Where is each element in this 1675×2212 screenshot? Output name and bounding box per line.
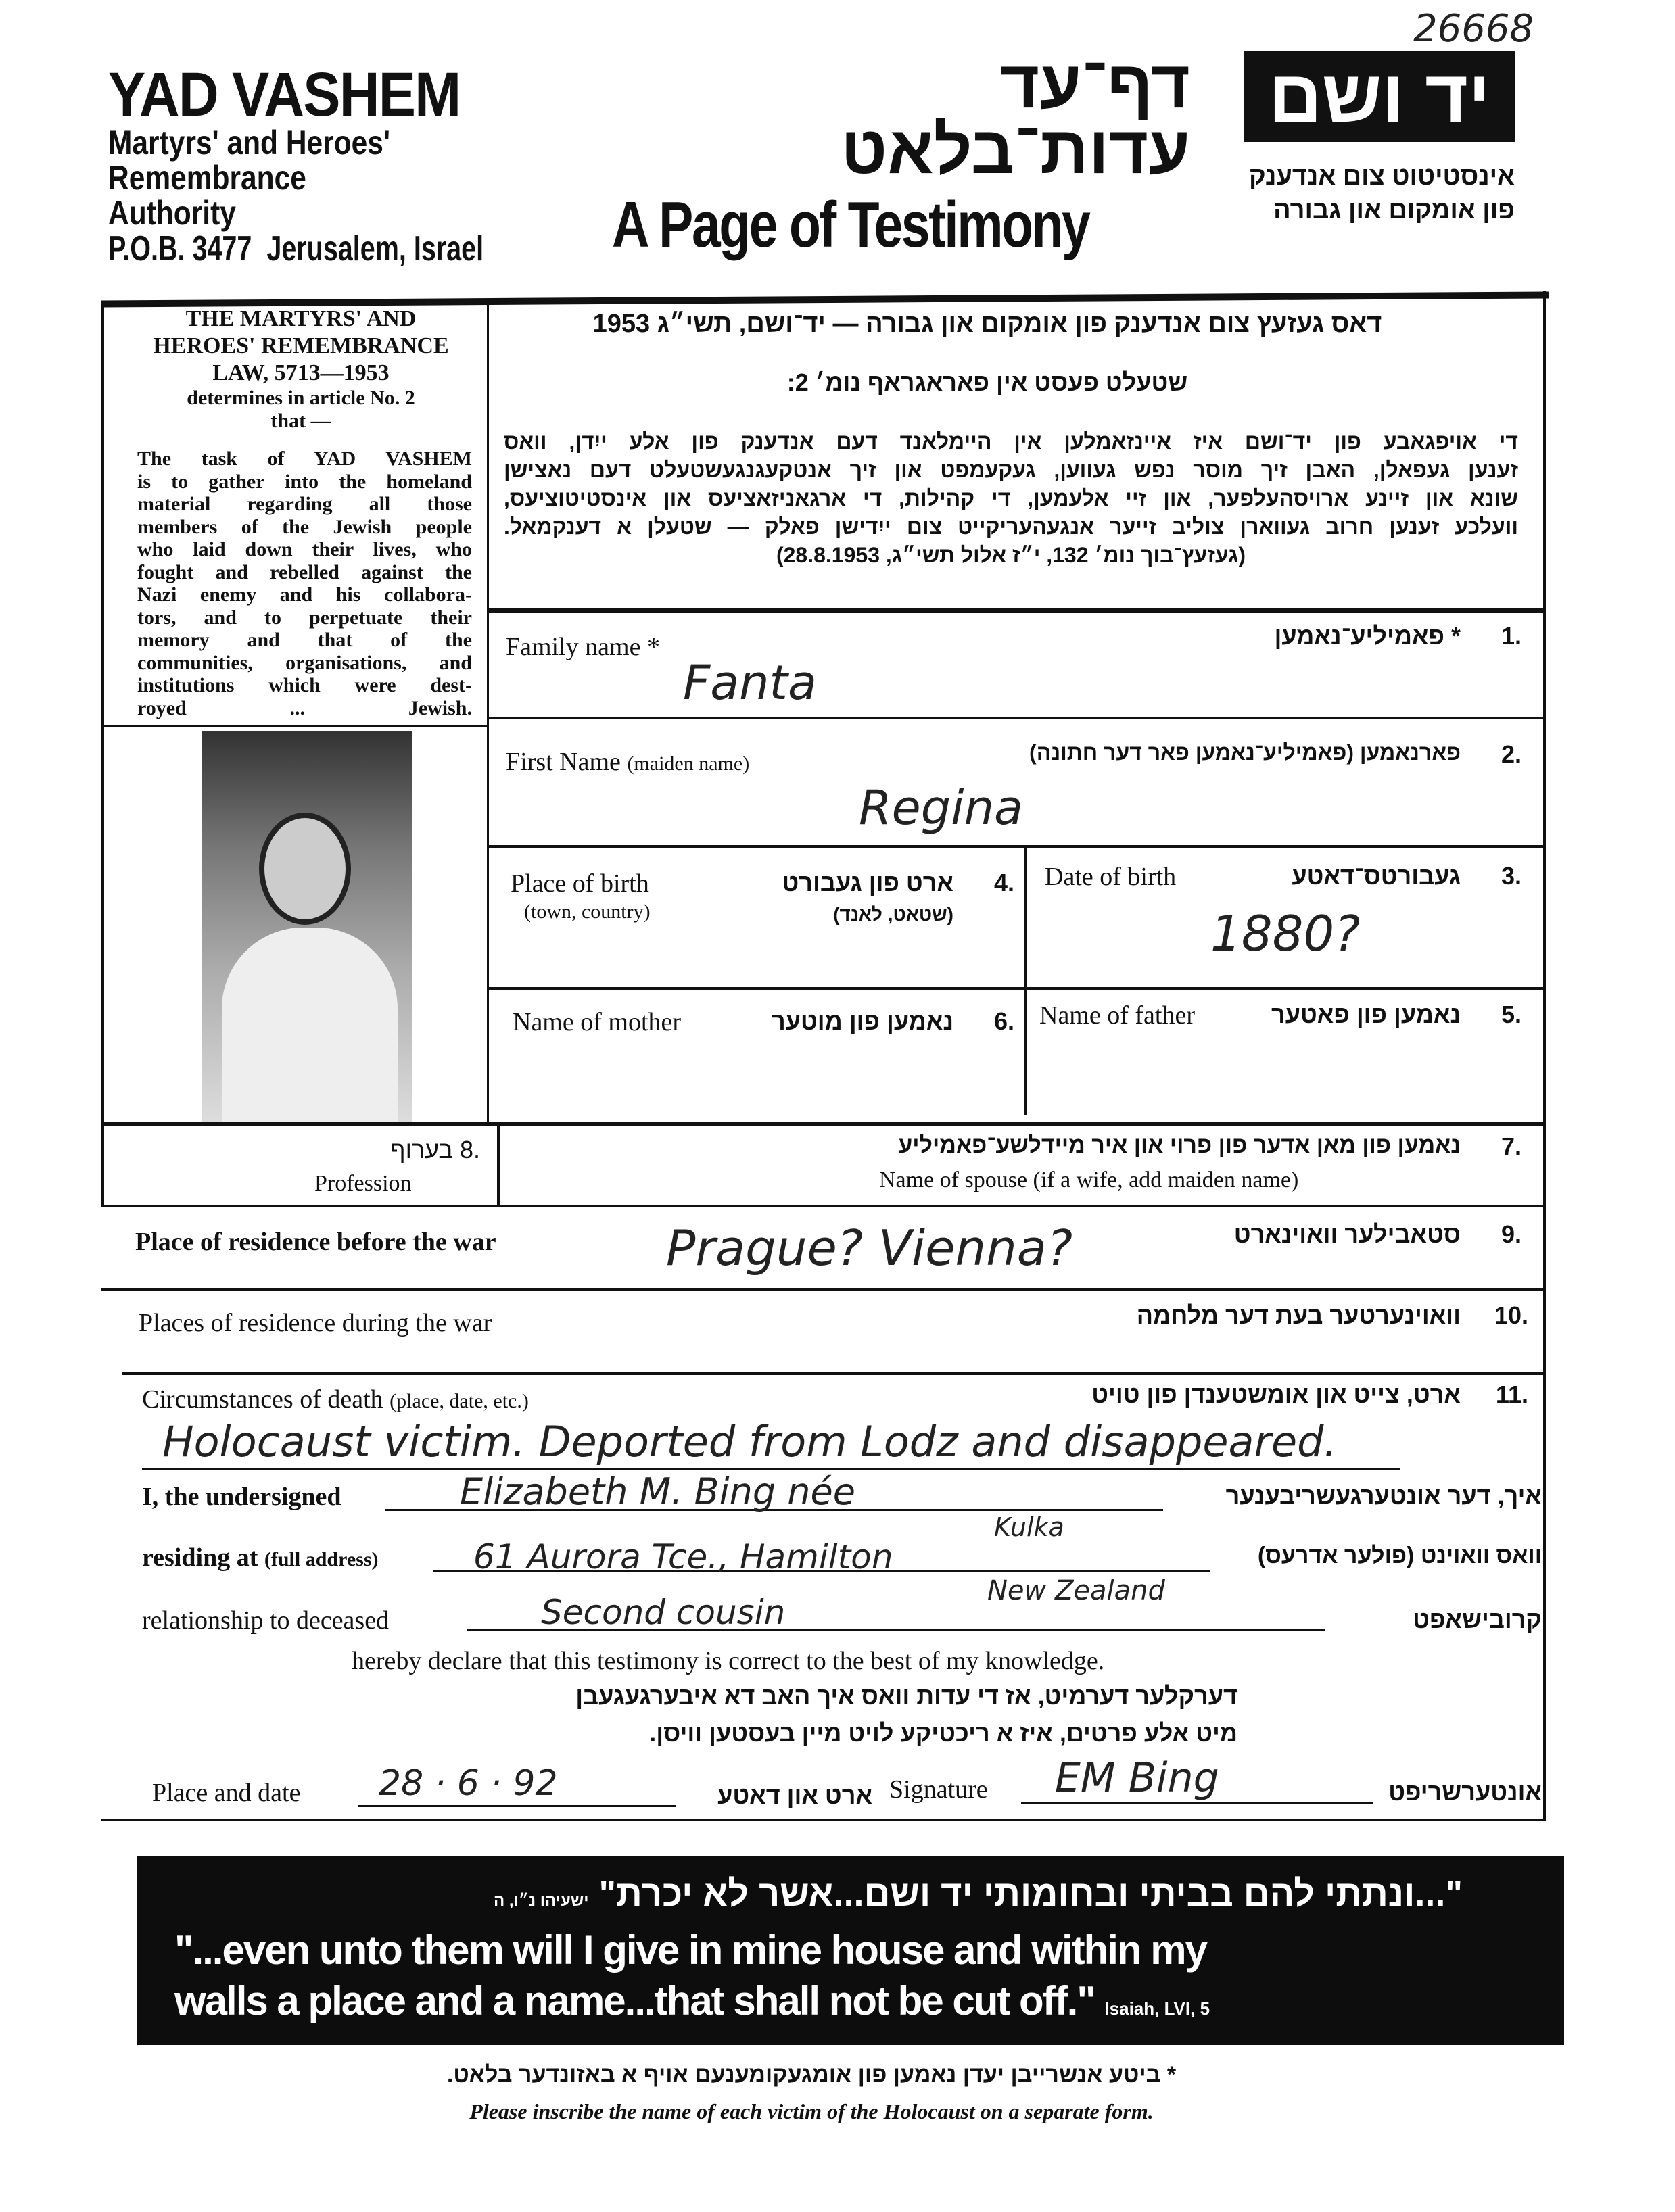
first-name-heb: פארנאמען (פאמיליע־נאמען פאר דער חתונה) (1029, 740, 1461, 765)
column-divider (487, 301, 489, 1126)
field-number: .9 (1501, 1220, 1521, 1248)
mother-label: Name of mother (513, 1008, 682, 1036)
residence-during-label: Places of residence during the war (139, 1309, 492, 1337)
residing-label (142, 1543, 379, 1572)
divider (487, 608, 1546, 613)
law-body-line: institutions which were dest- (137, 674, 472, 696)
divider (487, 845, 1546, 848)
undersigned-heb: איך, דער אונטערגעשריבענער (1225, 1482, 1542, 1510)
hebrew-body-line: וועלכע זענען חרוב געווארן צוליב זייער אנגעהעריקייט צום ייִדישן פאלק — שטעלן א דענקמאל. (504, 514, 1518, 539)
place-of-birth-heb: ארט פון געבורט (782, 869, 953, 896)
law-body-line: royed ... Jewish. (137, 696, 472, 719)
field-number: .7 (1501, 1132, 1521, 1160)
law-body-line: Nazi enemy and his collabora- (137, 583, 472, 606)
logo-subtitle-1: אינסטיטוט צום אנדענק (1248, 162, 1515, 191)
first-name-value[interactable]: Regina (859, 780, 1023, 836)
photo-face (259, 813, 351, 925)
hebrew-title-1: דף־עד (999, 47, 1190, 122)
place-date-value[interactable]: 28 · 6 · 92 (379, 1763, 558, 1804)
spouse-label: Name of spouse (if a wife, add maiden name) (879, 1168, 1299, 1193)
yad-vashem-logo (1244, 51, 1515, 142)
banner-english-2 (174, 1977, 1210, 2024)
divider (101, 1122, 1546, 1126)
frame-bottom (101, 1819, 1546, 1821)
signature-line (1021, 1802, 1373, 1804)
banner-english-1: "...even unto them will I give in mine house and within my (174, 1927, 1207, 1973)
divider (487, 717, 1546, 719)
victim-photo (202, 731, 412, 1122)
org-name: YAD VASHEM (108, 60, 461, 129)
org-line: Martyrs' and Heroes' (108, 124, 391, 162)
first-name-label-text: First Name (506, 748, 621, 776)
org-line: Remembrance (108, 159, 306, 197)
father-heb: נאמען פון פאטער (1271, 1001, 1461, 1028)
signature-heb: אונטערשריפט (1388, 1778, 1542, 1806)
page-title: A Page of Testimony (612, 189, 1089, 261)
banner-hebrew-ref: ישעיהו נ״ו, ה (494, 1892, 589, 1910)
banner-english-2-text: walls a place and a name...that shall not be cut off." (174, 1978, 1095, 2023)
profession-heb (325, 1136, 480, 1164)
divider (122, 1372, 1546, 1375)
field-number: .4 (993, 869, 1014, 896)
place-of-birth-note: (town, country) (524, 900, 651, 923)
divider (101, 1205, 1546, 1207)
quote-banner (137, 1856, 1564, 2045)
law-intro: that — (270, 410, 331, 432)
field-number: .10 (1494, 1301, 1528, 1329)
field-number: .11 (1495, 1380, 1528, 1408)
relationship-heb: קרובישאפט (1413, 1606, 1542, 1633)
place-date-line (358, 1805, 676, 1807)
residence-before-value[interactable]: Prague? Vienna? (666, 1220, 1073, 1276)
place-of-birth-label: Place of birth (511, 869, 649, 898)
law-body-line: memory and that of the (137, 629, 472, 651)
relationship-value[interactable]: Second cousin (541, 1593, 786, 1632)
org-address: P.O.B. 3477 Jerusalem, Israel (108, 229, 484, 268)
field-number: .5 (1501, 1001, 1521, 1028)
logo-subtitle-2: פון אומקום און גבורה (1273, 196, 1515, 224)
relationship-label: relationship to deceased (142, 1606, 390, 1635)
footer-hebrew: * ביטע אנשרייבן יעדן נאמען פון אומגעקומענעם אויף א באזונדער בלאט. (446, 2062, 1177, 2088)
frame-right (1543, 291, 1546, 1819)
field-number: .6 (993, 1007, 1014, 1035)
law-body-line: The task of YAD VASHEM (137, 448, 472, 470)
first-name-label (506, 747, 749, 777)
frame-left (101, 301, 104, 1207)
undersigned-value-2[interactable]: Kulka (994, 1512, 1064, 1542)
signature-label: Signature (889, 1775, 988, 1804)
place-date-label: Place and date (152, 1779, 301, 1807)
signature-value[interactable]: EM Bing (1055, 1754, 1219, 1802)
first-name-note: (maiden name) (627, 752, 750, 775)
date-of-birth-label: Date of birth (1045, 863, 1177, 891)
declaration-heb-2: מיט אלע פרטים, איז א ריכטיקע לויט מיין בעסטען וויסן. (649, 1719, 1237, 1747)
declaration-statement: hereby declare that this testimony is correct to the best of my knowledge. (352, 1647, 1105, 1675)
residing-note: (full address) (264, 1548, 379, 1570)
divider (101, 1288, 1546, 1291)
undersigned-label: I, the undersigned (142, 1483, 341, 1511)
profession-label: Profession (314, 1171, 412, 1196)
law-intro: determines in article No. 2 (187, 387, 415, 409)
undersigned-value[interactable]: Elizabeth M. Bing née (460, 1470, 855, 1513)
hebrew-law-title: דאס געזעץ צום אנדענק פון אומקום און גבורה — יד־ושם, תשי״ג 1953 (592, 310, 1382, 338)
org-subtitle (108, 125, 390, 231)
law-title-line: LAW, 5713—1953 (212, 360, 390, 385)
law-body-line: who laid down their lives, who (137, 538, 472, 560)
family-name-label: Family name * (506, 633, 660, 661)
declaration-heb-1: דערקלער דערמיט, אז די עדות וואס איך האב דא איבערגעגעבן (575, 1682, 1237, 1710)
footer-english: Please inscribe the name of each victim of the Holocaust on a separate form. (469, 2099, 1154, 2123)
hebrew-body-line: (געזעץ־בוך נומ׳ 132, י״ז אלול תשי״ג, 28.8.1953) (776, 543, 1246, 567)
residing-value-2[interactable]: New Zealand (987, 1575, 1165, 1606)
residence-before-label: Place of residence before the war (135, 1228, 496, 1256)
date-of-birth-heb: געבורטס־דאטע (1292, 862, 1461, 890)
law-body-line: members of the Jewish people (137, 515, 472, 538)
death-label (142, 1385, 529, 1414)
photo-dress (222, 928, 398, 1122)
family-name-value[interactable]: Fanta (683, 655, 817, 711)
profession-heb-text: בערוף (390, 1136, 453, 1163)
family-name-heb: * פאמיליע־נאמען (1274, 622, 1461, 650)
law-title-line: THE MARTYRS' AND (185, 306, 417, 331)
divider-vertical (497, 1124, 500, 1205)
field-number: .2 (1501, 740, 1521, 768)
field-number: .3 (1501, 862, 1521, 890)
banner-hebrew-text: "...ונתתי להם בביתי ובחומותי יד ושם...אשר לא יכרת" (598, 1873, 1463, 1914)
law-body-line: tors, and to perpetuate their (137, 606, 472, 629)
law-divider (101, 725, 488, 727)
hebrew-body-line: שונא און זיינע ארויסהעלפער, און זיי אלעמען, די קהילות, די ארגאניזאציעס און אינסטיטוציעס, (504, 486, 1518, 510)
law-title (128, 306, 473, 433)
residing-heb: וואס וואוינט (פולער אדרעס) (1257, 1543, 1542, 1568)
law-body-line: communities, organisations, and (137, 651, 472, 674)
banner-english-ref: Isaiah, LVI, 5 (1104, 1998, 1210, 2019)
hebrew-title-2: עדות־בלאט (841, 112, 1190, 188)
hebrew-law-sub: שטעלט פעסט אין פאראגראף נומ׳ 2: (786, 368, 1188, 396)
field-number: .1 (1501, 622, 1521, 650)
residing-value[interactable]: 61 Aurora Tce., Hamilton (473, 1537, 893, 1577)
death-value[interactable]: Holocaust victim. Deported from Lodz and disappeared. (162, 1417, 1338, 1466)
father-label: Name of father (1039, 1001, 1195, 1030)
death-heb: ארט, צייט און אומשטענדן פון טויט (1091, 1380, 1461, 1408)
hebrew-law-body (504, 427, 1518, 569)
divider-vertical (1024, 845, 1027, 1115)
place-of-birth-heb-note: (שטאט, לאנד) (833, 904, 953, 925)
residence-during-heb: וואוינערטער בעת דער מלחמה (1136, 1301, 1461, 1329)
law-body-line: fought and rebelled against the (137, 560, 472, 583)
mother-heb: נאמען פון מוטער (772, 1007, 953, 1035)
law-title-line: HEROES' REMEMBRANCE (153, 333, 449, 358)
banner-hebrew (239, 1873, 1463, 1915)
hebrew-body-line: זענען געפאלן, האבן זיך מוסר נפש געווען, געקעמפט און זיך אנטקעגנגעשטעלט דעם נאצישן (504, 458, 1518, 482)
logo-text: יד ושם (1268, 55, 1491, 138)
death-label-text: Circumstances of death (142, 1385, 383, 1414)
residing-label-text: residing at (142, 1543, 258, 1572)
law-body-line: material regarding all those (137, 493, 472, 515)
divider (487, 987, 1546, 990)
spouse-heb: נאמען פון מאן אדער פון פרוי און איר מיידלשע־פאמיליע (898, 1132, 1461, 1158)
death-note: (place, date, etc.) (390, 1390, 529, 1412)
law-body (137, 448, 472, 719)
archive-number: 26668 (1413, 7, 1534, 51)
field-number: .8 (459, 1136, 480, 1163)
org-line: Authority (108, 194, 236, 232)
law-body-line: is to gather into the homeland (137, 470, 472, 493)
place-date-heb: ארט און דאטע (717, 1781, 872, 1809)
residence-before-heb: סטאבילער וואוינארט (1233, 1220, 1461, 1248)
date-of-birth-value[interactable]: 1880? (1210, 905, 1361, 962)
hebrew-body-line: די אויפגאבע פון יד־ושם איז איינזאמלען אין היימלאנד דעם אנדענק פון אלע ייִדן, וואס (504, 429, 1518, 454)
